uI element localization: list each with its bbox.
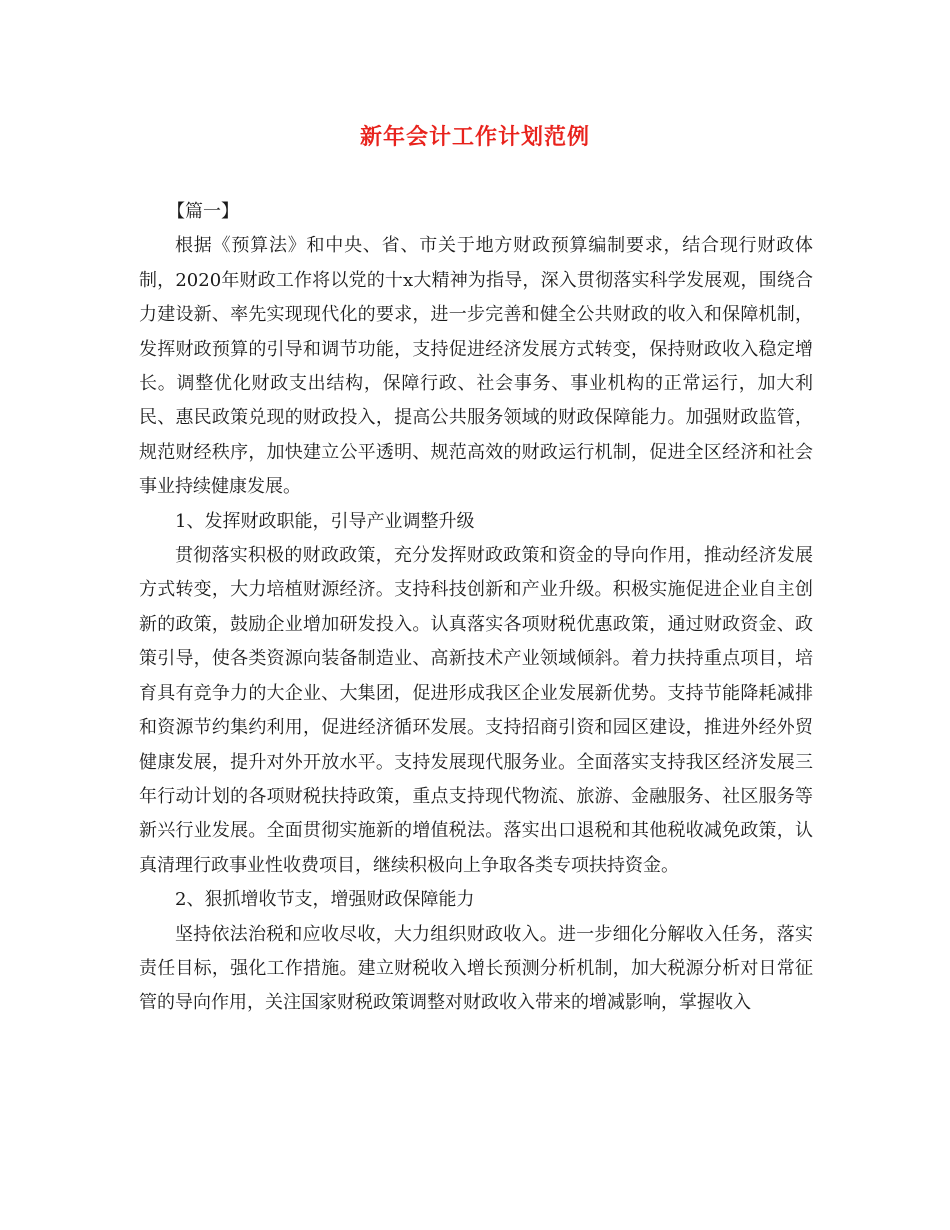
heading-item-2: 2、狠抓增收节支，增强财政保障能力 — [175, 889, 475, 911]
paragraph-item-2: 坚持依法治税和应收尽收，大力组织财政收入。进一步细化分解收入任务，落实责任目标，强化工作措施。建立财税收入增长预测分析机制，加大税源分析对日常征管的导向作用，关注国家财税政策调整对财政收入带来的增减影响，掌握收入 — [139, 923, 813, 1014]
paragraph-intro: 根据《预算法》和中央、省、市关于地方财政预算编制要求，结合现行财政体制，2020年财政工作将以党的十x大精神为指导，深入贯彻落实科学发展观，围绕合力建设新、率先实现现代化的要求，进一步完善和健全公共财政的收入和保障机制，发挥财政预算的引导和调节功能，支持促进经济发展方式转变，保持财政收入稳定增长。调整优化财政支出结构，保障行政、社会事务、事业机构的正常运行，加大利民、惠民政策兑现的财政投入，提高公共服务领域的财政保障能力。加强财政监管，规范财经秩序，加快建立公平透明、规范高效的财政运行机制，促进全区经济和社会事业持续健康发展。 — [139, 235, 813, 498]
heading-item-1: 1、发挥财政职能，引导产业调整升级 — [175, 510, 475, 532]
document-body — [139, 195, 813, 1021]
section-label: 【篇一】 — [167, 201, 239, 222]
paragraph-item-1: 贯彻落实积极的财政政策，充分发挥财政政策和资金的导向作用，推动经济发展方式转变，大力培植财源经济。支持科技创新和产业升级。积极实施促进企业自主创新的政策，鼓励企业增加研发投入。认真落实各项财税优惠政策，通过财政资金、政策引导，使各类资源向装备制造业、高新技术产业领域倾斜。着力扶持重点项目，培育具有竞争力的大企业、大集团，促进形成我区企业发展新优势。支持节能降耗减排和资源节约集约利用，促进经济循环发展。支持招商引资和园区建设，推进外经外贸健康发展，提升对外开放水平。支持发展现代服务业。全面落实支持我区经济发展三年行动计划的各项财税扶持政策，重点支持现代物流、旅游、金融服务、社区服务等新兴行业发展。全面贯彻实施新的增值税法。落实出口退税和其他税收减免政策，认真清理行政事业性收费项目，继续积极向上争取各类专项扶持资金。 — [139, 545, 813, 876]
document-title: 新年会计工作计划范例 — [359, 124, 590, 150]
